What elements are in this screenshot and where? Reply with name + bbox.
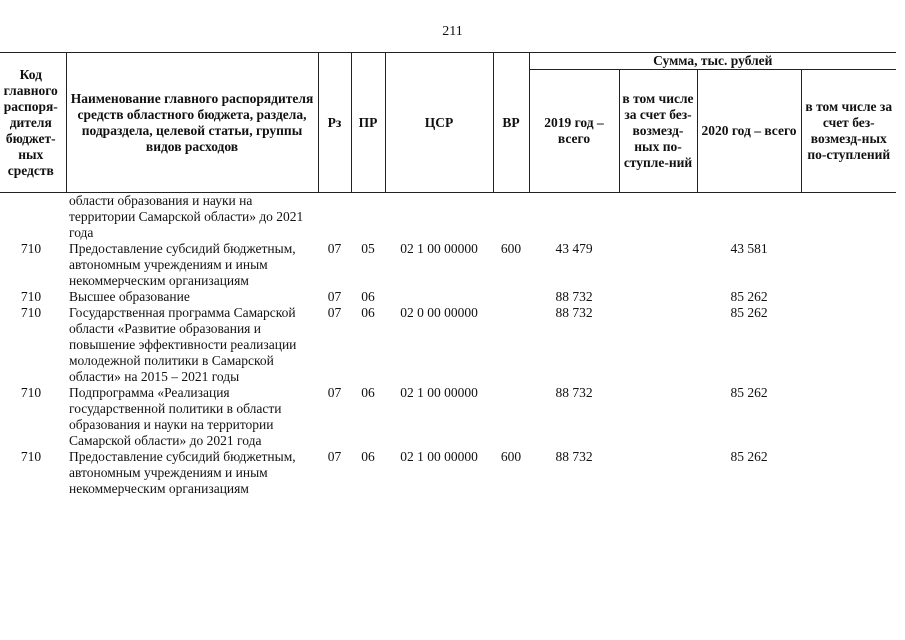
cell-code: 710	[20, 449, 42, 464]
table-header	[0, 53, 896, 193]
cell-name: Предоставление субсидий бюджетным, автономным учреждениям и иным некоммерческим организациям	[69, 449, 296, 496]
cell-2019-total: 88 732	[555, 289, 593, 304]
header-pr: ПР	[351, 53, 385, 193]
header-2019-total: 2019 год – всего	[529, 70, 619, 193]
cell-csr: 02 1 00 00000	[400, 449, 478, 464]
cell-2019-total	[529, 193, 619, 242]
cell-name: Подпрограмма «Реализация государственной политики в области образования и науки на территории Самарской области» до 2021 года	[69, 385, 282, 448]
cell-2020-grants	[801, 289, 896, 305]
header-2019-grants: в том числе за счет без-возмезд-ных по-ступле-ний	[619, 70, 697, 193]
cell-pr: 06	[361, 289, 375, 304]
header-rz: Рз	[318, 53, 351, 193]
cell-2020-grants	[801, 193, 896, 242]
table-row	[0, 305, 896, 385]
cell-2020-grants	[801, 385, 896, 449]
header-2020-total: 2020 год – всего	[697, 70, 801, 193]
cell-vr: 600	[500, 241, 522, 256]
cell-name: Предоставление субсидий бюджетным, автономным учреждениям и иным некоммерческим организациям	[69, 241, 296, 288]
cell-2019-grants	[619, 289, 697, 305]
table-row	[0, 193, 896, 242]
cell-2020-total: 85 262	[730, 305, 768, 320]
cell-2020-total: 43 581	[730, 241, 768, 256]
cell-code	[0, 193, 66, 242]
cell-2019-total: 88 732	[555, 385, 593, 400]
cell-csr: 02 1 00 00000	[400, 385, 478, 400]
cell-name: Высшее образование	[69, 289, 190, 304]
header-2020-grants: в том числе за счет без-возмезд-ных по-ступлений	[801, 70, 896, 193]
cell-2019-grants	[619, 241, 697, 289]
cell-code: 710	[20, 289, 42, 304]
cell-rz	[318, 193, 351, 242]
cell-csr: 02 1 00 00000	[400, 241, 478, 256]
cell-rz: 07	[327, 449, 342, 464]
cell-vr: 600	[500, 449, 522, 464]
cell-2019-grants	[619, 305, 697, 385]
cell-pr: 06	[361, 449, 375, 464]
header-sum-group: Сумма, тыс. рублей	[529, 53, 896, 70]
table-row	[0, 449, 896, 497]
header-vr: ВР	[493, 53, 529, 193]
cell-2019-total: 88 732	[555, 449, 593, 464]
cell-csr	[385, 289, 493, 305]
table-body	[0, 193, 896, 498]
cell-2019-grants	[619, 385, 697, 449]
page-number: 211	[442, 24, 463, 39]
cell-vr	[493, 305, 529, 385]
cell-code: 710	[20, 241, 42, 256]
cell-vr	[493, 193, 529, 242]
cell-rz: 07	[327, 385, 342, 400]
cell-2020-grants	[801, 305, 896, 385]
cell-pr: 05	[361, 241, 375, 256]
cell-rz: 07	[327, 241, 342, 256]
cell-vr	[493, 385, 529, 449]
cell-2020-total	[697, 193, 801, 242]
header-csr: ЦСР	[385, 53, 493, 193]
cell-vr	[493, 289, 529, 305]
table-row	[0, 385, 896, 449]
cell-2020-total: 85 262	[730, 449, 768, 464]
table-row	[0, 289, 896, 305]
cell-2020-total: 85 262	[730, 385, 768, 400]
cell-2020-grants	[801, 449, 896, 497]
cell-2019-total: 88 732	[555, 305, 593, 320]
header-code: Код главного распоря-дителя бюджет-ных средств	[0, 53, 66, 193]
cell-name: Государственная программа Самарской области «Развитие образования и повышение эффективности реализации молодежной политики в Самарской области» на 2015 – 2021 годы	[69, 305, 297, 384]
budget-table	[0, 52, 896, 497]
cell-pr: 06	[361, 305, 375, 320]
cell-csr	[385, 193, 493, 242]
table-row	[0, 241, 896, 289]
cell-2019-total: 43 479	[555, 241, 593, 256]
cell-code: 710	[20, 385, 42, 400]
cell-csr: 02 0 00 00000	[400, 305, 478, 320]
cell-2020-grants	[801, 241, 896, 289]
cell-2019-grants	[619, 449, 697, 497]
cell-code: 710	[20, 305, 42, 320]
cell-2019-grants	[619, 193, 697, 242]
cell-name: области образования и науки на территории Самарской области» до 2021 года	[69, 193, 304, 240]
cell-2020-total: 85 262	[730, 289, 768, 304]
cell-pr	[351, 193, 385, 242]
cell-rz: 07	[327, 289, 342, 304]
cell-pr: 06	[361, 385, 375, 400]
header-name: Наименование главного распорядителя средств областного бюджета, раздела, подраздела, целевой статьи, группы видов расходов	[66, 53, 318, 193]
cell-rz: 07	[327, 305, 342, 320]
